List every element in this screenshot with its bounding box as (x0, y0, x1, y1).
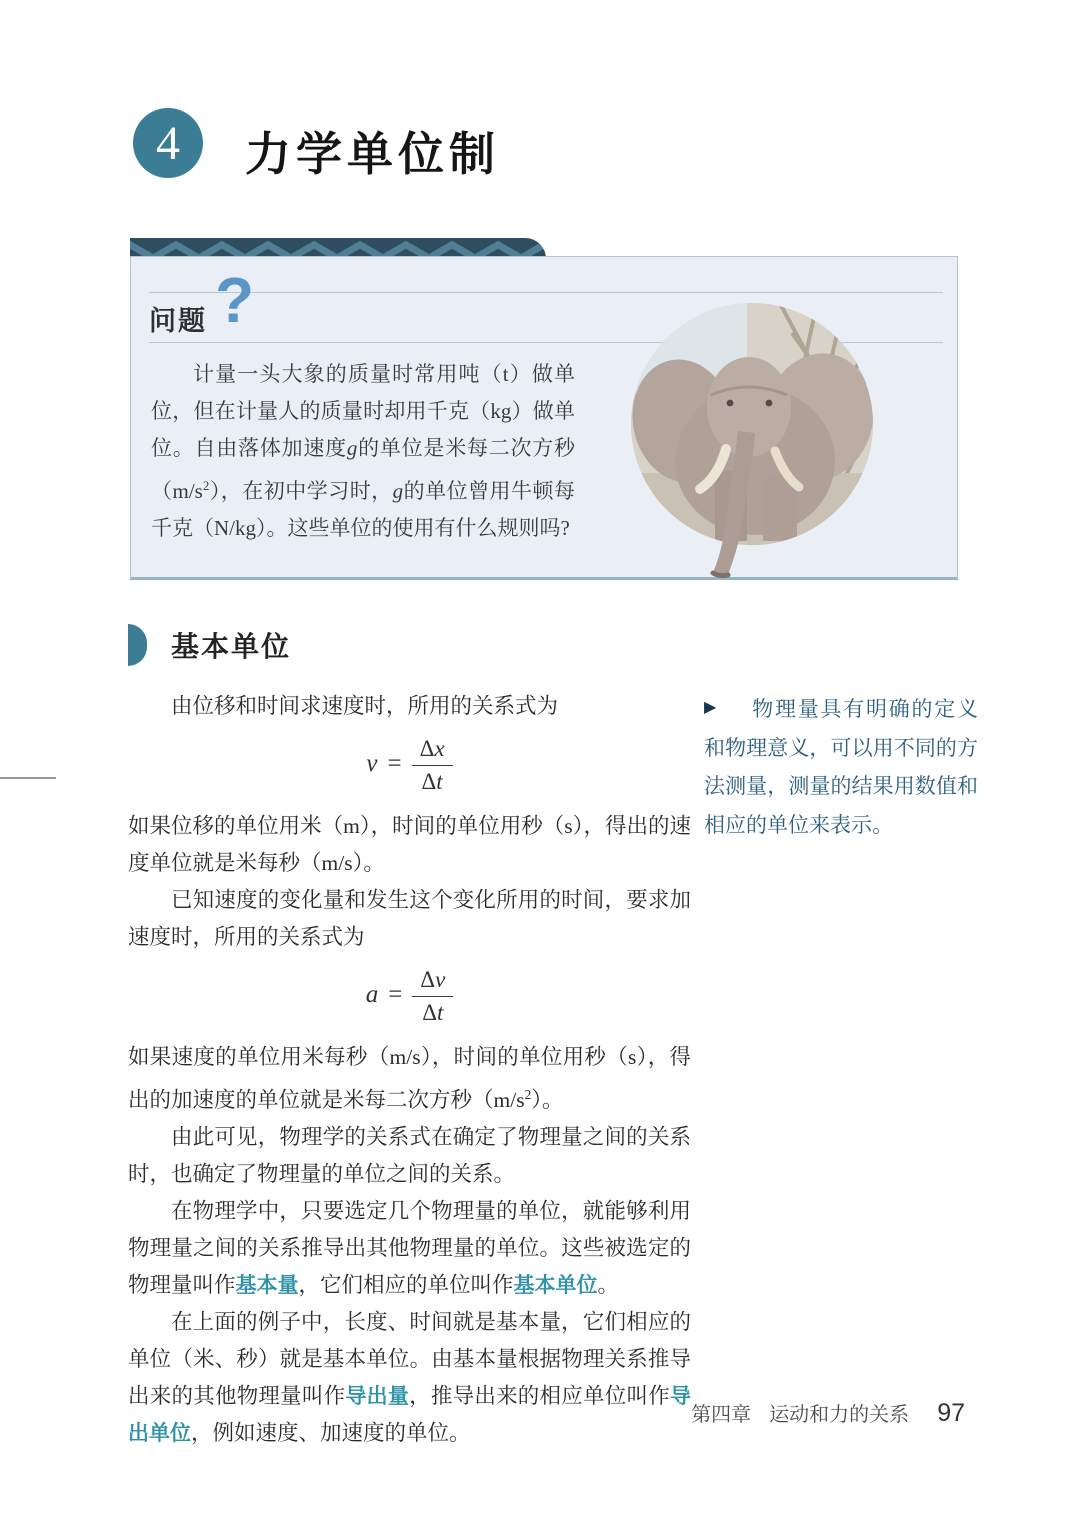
key-term: 导出单位 (128, 1385, 691, 1446)
section-number: 4 (156, 116, 180, 170)
divider-line (149, 292, 943, 293)
page-footer (691, 1398, 965, 1428)
elephant-photo (627, 303, 879, 579)
footer-chapter-title: 运动和力的关系 (769, 1404, 910, 1426)
key-term: 基本量 (235, 1274, 299, 1298)
margin-note (704, 690, 978, 844)
margin-mark (0, 777, 56, 779)
paragraph: 由位移和时间求速度时，所用的关系式为 (171, 694, 559, 718)
section-number-badge (133, 108, 203, 178)
formula-velocity: v = $\frac{\Delta x}{\Delta t}$ (128, 736, 691, 795)
margin-note-text: 物理量具有明确的定义和物理意义，可以用不同的方法测量，测量的结果用数值和相应的单位来表示。 (704, 697, 978, 837)
section-heading (128, 624, 291, 666)
paragraph: 由此可见，物理学的关系式在确定了物理量之间的关系时，也确定了物理量的单位之间的关系。 (128, 1125, 691, 1187)
paragraph: 如果速度的单位用米每秒（m/s），时间的单位用秒（s），得出的加速度的单位就是米每二次方秒$(m/s^2)$。 (128, 1045, 691, 1113)
elephant-icon (627, 303, 879, 579)
variable-g: g (346, 436, 358, 460)
problem-label: 问题 (149, 306, 207, 336)
footer-page-number: 97 (937, 1399, 965, 1427)
key-term: 基本单位 (513, 1274, 598, 1298)
key-term: 导出量 (345, 1385, 410, 1409)
section-heading-label: 基本单位 (171, 631, 292, 662)
paragraph: 在物理学中，只要选定几个物理量的单位，就能够利用物理量之间的关系推导出其他物理量的单位。这些被选定的物理量叫作基本量，它们相应的单位叫作基本单位。 (128, 1199, 691, 1298)
paragraph: 已知速度的变化量和发生这个变化所用的时间，要求加速度时，所用的关系式为 (128, 888, 691, 949)
variable-g: g (392, 479, 404, 503)
formula-acceleration: a = $\frac{\Delta v}{\Delta t}$ (128, 967, 691, 1026)
section-bullet-icon (128, 624, 147, 666)
page-title: 力学单位制 (245, 129, 500, 180)
footer-chapter: 第四章 (691, 1404, 752, 1426)
paragraph: 在上面的例子中，长度、时间就是基本量，它们相应的单位（米、秒）就是基本单位。由基本量根据物理关系推导出来的其他物理量叫作导出量，推导出来的相应单位叫作导出单位，例如速度、加速度的单位。 (128, 1310, 691, 1446)
main-text-column (128, 688, 691, 1452)
paragraph: 如果位移的单位用米（m），时间的单位用秒（s），得出的速度单位就是米每秒（m/s）。 (128, 814, 691, 875)
triangle-marker-icon: ▶ (704, 697, 717, 716)
problem-text: 计量一头大象的质量时常用吨（t）做单位，但在计量人的质量时却用千克（kg）做单位。自由落体加速度g的单位是米每二次方秒$(m/s^2)$，在初中学习时，g的单位曾用牛顿每千克（N/kg）。这些单位的使用有什么规则吗? (151, 362, 576, 540)
question-mark-icon: ? (215, 264, 255, 336)
problem-box (130, 256, 958, 580)
